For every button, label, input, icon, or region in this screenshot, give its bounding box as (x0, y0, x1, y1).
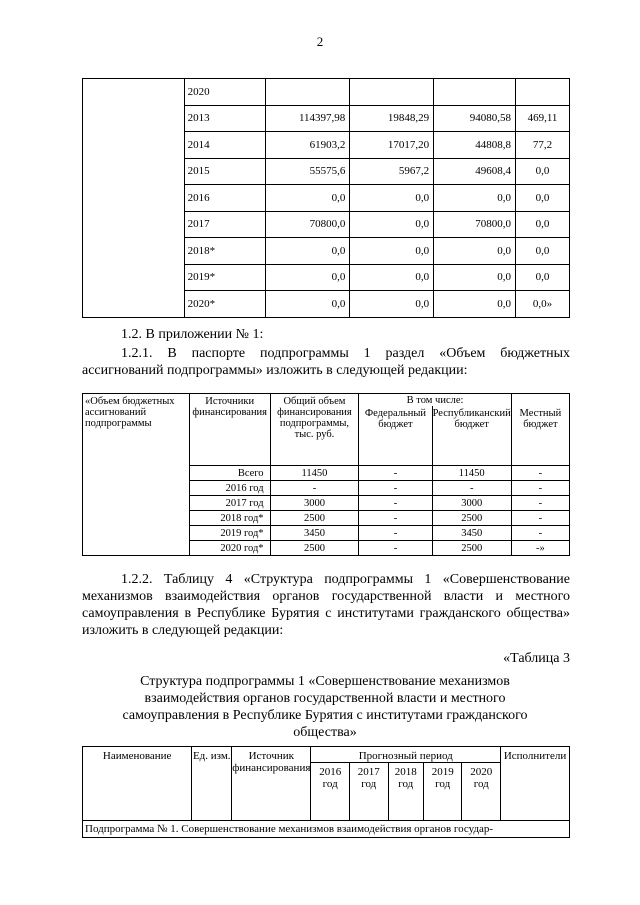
t2-cell-loc: -» (511, 541, 569, 556)
t1-empty-cell (83, 79, 185, 318)
t3-header-year: 2018 год (388, 763, 423, 821)
t2-cell-rep: 2500 (432, 541, 511, 556)
t1-cell-year: 2013 (184, 105, 266, 132)
t1-cell-c3: 49608,4 (434, 158, 516, 185)
subprogram-structure-table (82, 746, 570, 838)
t1-cell-year: 2016 (184, 185, 266, 212)
t1-cell-c3: 0,0 (434, 185, 516, 212)
para-1-2-2: 1.2.2. Таблицу 4 «Структура подпрограммы 1 «Совершенствование механизмов взаимодействия органов государственной власти и местного самоуправления в Республике Бурятия с институтами гражданского общества» изложить в следующей редакции: (82, 572, 570, 638)
t2-cell-fed: - (359, 481, 432, 496)
t1-cell-year: 2018* (184, 238, 266, 265)
t1-cell-c3: 70800,0 (434, 211, 516, 238)
t3-header-unit: Ед. изм. (192, 747, 232, 821)
t2-cell-total: - (270, 481, 359, 496)
t2-cell-total: 2500 (270, 541, 359, 556)
t3-header-forecast: Прогнозный период (311, 747, 501, 763)
page-number: 2 (316, 34, 324, 49)
para-1-2: 1.2. В приложении № 1: (121, 327, 264, 342)
t2-cell-label: 2020 год* (189, 541, 270, 556)
t1-cell-c2: 5967,2 (350, 158, 434, 185)
t2-header-local: Местный бюджет (511, 394, 569, 466)
t1-cell-year: 2020* (184, 291, 266, 318)
t3-header-year: 2019 год (423, 763, 462, 821)
t1-cell-c2: 19848,29 (350, 105, 434, 132)
t1-cell-c4: 0,0 (516, 185, 570, 212)
table3-title: Структура подпрограммы 1 «Совершенствование механизмов взаимодействия органов государственной власти и местного самоуправления в Республике Бурятия с институтами гражданского общества» (122, 674, 528, 740)
t1-cell-c4: 0,0 (516, 264, 570, 291)
t2-cell-rep: 3450 (432, 526, 511, 541)
t1-cell-c3: 0,0 (434, 264, 516, 291)
t2-cell-label: 2018 год* (189, 511, 270, 526)
t1-cell-c2 (350, 79, 434, 106)
t2-header-total: Общий объем финансирования подпрограммы, тыс. руб. (270, 394, 359, 466)
t1-cell-year: 2019* (184, 264, 266, 291)
t1-cell-c3: 0,0 (434, 238, 516, 265)
t2-cell-rep: 2500 (432, 511, 511, 526)
t1-cell-c3: 94080,58 (434, 105, 516, 132)
t1-cell-c2: 17017,20 (350, 132, 434, 159)
t1-cell-c2: 0,0 (350, 264, 434, 291)
t3-header-executors: Исполнители (501, 747, 570, 821)
t1-cell-year: 2015 (184, 158, 266, 185)
t2-cell-total: 2500 (270, 511, 359, 526)
t2-cell-total: 3450 (270, 526, 359, 541)
t1-cell-year: 2020 (184, 79, 266, 106)
t1-cell-c4: 0,0» (516, 291, 570, 318)
t3-header-year: 2016 год (311, 763, 350, 821)
t2-cell-fed: - (359, 511, 432, 526)
t3-header-source: Источник финансирования (232, 747, 311, 821)
t1-cell-c1: 0,0 (266, 264, 350, 291)
t1-cell-c4: 77,2 (516, 132, 570, 159)
t1-cell-c2: 0,0 (350, 211, 434, 238)
t2-cell-label: 2017 год (189, 496, 270, 511)
t2-header-allocation: «Объем бюджетных ассигнований подпрограммы (83, 394, 190, 556)
t2-cell-loc: - (511, 481, 569, 496)
t1-cell-c4: 0,0 (516, 238, 570, 265)
t2-header-federal: Федеральный бюджет (359, 406, 432, 466)
t1-cell-c2: 0,0 (350, 238, 434, 265)
t1-cell-year: 2017 (184, 211, 266, 238)
t1-cell-c1: 0,0 (266, 291, 350, 318)
t3-header-year: 2017 год (349, 763, 388, 821)
t2-header-sources: Источники финансирования (189, 394, 270, 466)
t2-cell-label: 2019 год* (189, 526, 270, 541)
t1-cell-c4 (516, 79, 570, 106)
t2-cell-rep: - (432, 481, 511, 496)
t1-cell-c4: 0,0 (516, 211, 570, 238)
t2-cell-total: 3000 (270, 496, 359, 511)
t2-cell-loc: - (511, 526, 569, 541)
t1-cell-c1: 0,0 (266, 185, 350, 212)
t1-cell-c4: 0,0 (516, 158, 570, 185)
t3-subprogram-row: Подпрограмма № 1. Совершенствование механизмов взаимодействия органов государ- (83, 821, 570, 838)
t1-cell-c1: 55575,6 (266, 158, 350, 185)
t1-cell-c2: 0,0 (350, 185, 434, 212)
t2-cell-loc: - (511, 496, 569, 511)
t2-cell-loc: - (511, 511, 569, 526)
t2-header-republican: Республиканский бюджет (432, 406, 511, 466)
budget-years-table (82, 78, 570, 318)
t2-cell-rep: 11450 (432, 466, 511, 481)
t1-cell-c1: 0,0 (266, 238, 350, 265)
t1-cell-c3 (434, 79, 516, 106)
t1-cell-c1: 70800,0 (266, 211, 350, 238)
t3-header-year: 2020 год (462, 763, 501, 821)
t3-header-name: Наименование (83, 747, 192, 821)
budget-allocation-table (82, 393, 570, 556)
t1-cell-c1 (266, 79, 350, 106)
t1-cell-c3: 44808,8 (434, 132, 516, 159)
t2-cell-loc: - (511, 466, 569, 481)
t2-cell-total: 11450 (270, 466, 359, 481)
t2-header-including: В том числе: (359, 394, 511, 407)
t2-cell-label: Всего (189, 466, 270, 481)
table3-label: «Таблица 3 (503, 651, 570, 666)
t1-cell-c1: 61903,2 (266, 132, 350, 159)
t1-cell-year: 2014 (184, 132, 266, 159)
t1-cell-c2: 0,0 (350, 291, 434, 318)
t2-cell-label: 2016 год (189, 481, 270, 496)
para-1-2-1: 1.2.1. В паспорте подпрограммы 1 раздел «Объем бюджетных ассигнований подпрограммы» изложить в следующей редакции: (82, 346, 570, 378)
t1-cell-c4: 469,11 (516, 105, 570, 132)
t2-cell-fed: - (359, 496, 432, 511)
t2-cell-fed: - (359, 466, 432, 481)
t2-cell-fed: - (359, 541, 432, 556)
t1-row (83, 79, 570, 106)
t1-cell-c3: 0,0 (434, 291, 516, 318)
t2-cell-fed: - (359, 526, 432, 541)
t2-cell-rep: 3000 (432, 496, 511, 511)
t1-cell-c1: 114397,98 (266, 105, 350, 132)
